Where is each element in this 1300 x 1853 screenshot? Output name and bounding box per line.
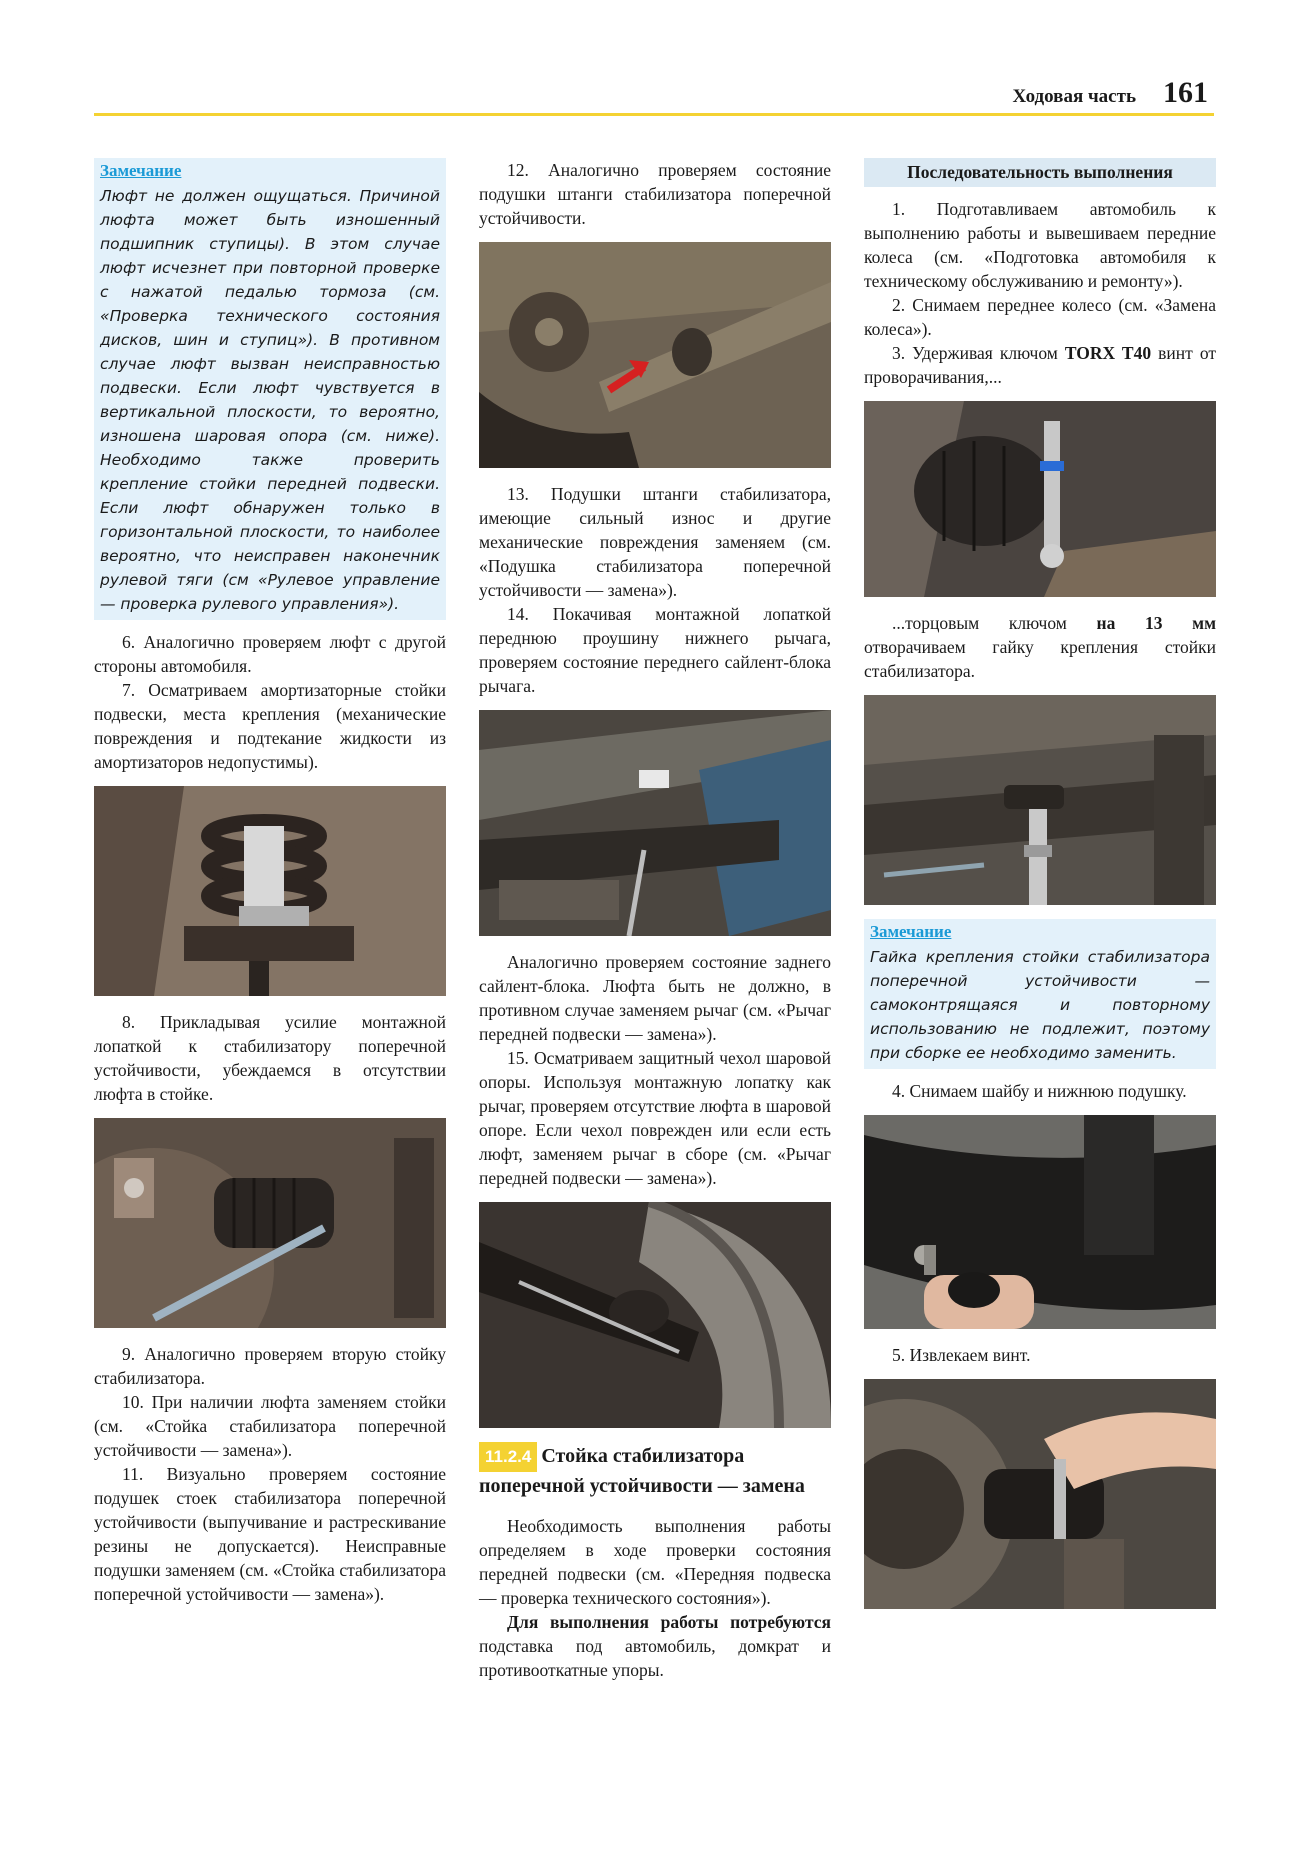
photo-washer-bushing: [864, 1115, 1216, 1329]
seq-step-3: [864, 341, 1216, 389]
step-8: 8. Прикладывая усилие монтажной лопаткой к стабилизатору поперечной устойчивости, убеждаемся в отсутствии люфта в стойке.: [94, 1012, 446, 1104]
s3b-post: отворачиваем гайку крепления стойки стабилизатора.: [864, 637, 1216, 681]
step-12: 12. Аналогично проверяем состояние подушки штанги стабилизатора поперечной устойчивости.: [479, 160, 831, 228]
step-13: 13. Подушки штанги стабилизатора, имеющие сильный износ и другие механические повреждения заменяем (см. «Подушка стабилизатора поперечной устойчивости — замена»).: [479, 484, 831, 600]
s3-post: винт от проворачивания,...: [864, 343, 1217, 387]
running-section-title: Ходовая часть: [1012, 86, 1136, 107]
section-number: 11.2.4: [479, 1442, 537, 1472]
column-3: [864, 158, 1216, 1623]
sequence-title: Последовательность выполнения: [864, 158, 1216, 187]
s3-pre: 3. Удерживая ключом: [892, 343, 1065, 363]
photo-remove-bolt: [864, 1379, 1216, 1609]
tools-paragraph: [479, 1610, 831, 1682]
step-7: 7. Осматриваем амортизаторные стойки подвески, места крепления (механические повреждения и подтекание жидкости из амортизаторов недопустимы).: [94, 680, 446, 772]
seq-step-5: 5. Извлекаем винт.: [892, 1345, 1031, 1365]
seq-step-1: 1. Подготавливаем автомобиль к выполнению работы и вывешиваем передние колеса (см. «Подготовка автомобиля к техническому обслуживанию и ремонту»).: [864, 199, 1216, 291]
note-title-2: Замечание: [870, 922, 952, 941]
note-box: Люфт не должен ощущаться. Причиной люфта может быть изношенный подшипник ступицы). В этом случае люфт исчезнет при повторной проверке с нажатой педалью тормоза (см. «Проверка технического состояния дисков, шин и ступиц»). В противном случае люфт вызван неисправностью подвески. Если люфт чувствуется в вертикальной плоскости, то вероятно, изношена шаровая опора (см. ниже). Необходимо также проверить крепление стойки передней подвески. Если люфт обнаружен только в горизонтальной плоскости, то наиболее вероятно, что неисправен наконечник рулевой тяги (см «Рулевое управление — проверка рулевого управления»).: [94, 182, 446, 620]
column-2: [479, 158, 831, 1682]
photo-socket-wrench: [864, 695, 1216, 905]
photo-ball-joint: [479, 1202, 831, 1428]
note-title: Замечание: [100, 161, 182, 180]
seq-step-3b: [864, 611, 1216, 683]
s3b-pre: ...торцовым ключом: [892, 613, 1097, 633]
page-number: 161: [1163, 76, 1208, 109]
header-rule: [94, 113, 1214, 116]
tools-rest: подставка под автомобиль, домкрат и противооткатные упоры.: [479, 1636, 831, 1680]
photo-silent-block: [479, 710, 831, 936]
step-10: 10. При наличии люфта заменяем стойки (см. «Стойка стабилизатора поперечной устойчивости — замена»).: [94, 1392, 446, 1460]
photo-stabilizer-link: [94, 1118, 446, 1328]
step-6: 6. Аналогично проверяем люфт с другой стороны автомобиля.: [94, 632, 446, 676]
step-9: 9. Аналогично проверяем вторую стойку стабилизатора.: [94, 1344, 446, 1388]
photo-torx-key: [864, 401, 1216, 597]
s3-bold: TORX T40: [1064, 343, 1152, 363]
section-heading: [479, 1442, 831, 1500]
intro-paragraph: Необходимость выполнения работы определяем в ходе проверки состояния передней подвески (см. «Передняя подвеска — проверка технического состояния»).: [479, 1516, 831, 1608]
page-header: [94, 72, 1214, 116]
s3b-bold: на 13 мм: [1096, 613, 1216, 633]
photo-shock-strut: [94, 786, 446, 996]
step-14: 14. Покачивая монтажной лопаткой переднюю проушину нижнего рычага, проверяем состояние переднего сайлент-блока рычага.: [479, 604, 831, 696]
tools-bold: Для выполнения работы потребуются: [507, 1612, 831, 1632]
seq-step-2: 2. Снимаем переднее колесо (см. «Замена колеса»).: [864, 295, 1216, 339]
step-14b: Аналогично проверяем состояние заднего сайлент-блока. Люфта быть не должно, в противном случае заменяем рычаг (см. «Рычаг передней подвески — замена»).: [479, 952, 831, 1044]
seq-step-4: 4. Снимаем шайбу и нижнюю подушку.: [892, 1081, 1187, 1101]
column-1: [94, 158, 446, 1606]
step-15: 15. Осматриваем защитный чехол шаровой опоры. Используя монтажную лопатку как рычаг, проверяем отсутствие люфта в шаровой опоре. Если чехол поврежден или если есть люфт, заменяем рычаг в сборе (см. «Рычаг передней подвески — замена»).: [479, 1048, 831, 1188]
note-box-2: Гайка крепления стойки стабилизатора поперечной устойчивости — самоконтрящаяся и повторному использованию не подлежит, поэтому при сборке ее необходимо заменить.: [864, 943, 1216, 1069]
photo-stabilizer-bushing: [479, 242, 831, 468]
step-11: 11. Визуально проверяем состояние подушек стоек стабилизатора поперечной устойчивости (выпучивание и растрескивание резины не допускается). Неисправные подушки заменяем (см. «Стойка стабилизатора поперечной устойчивости — замена»).: [94, 1464, 446, 1604]
section-title: Стойка стабилизатора поперечной устойчивости — замена: [479, 1445, 805, 1497]
